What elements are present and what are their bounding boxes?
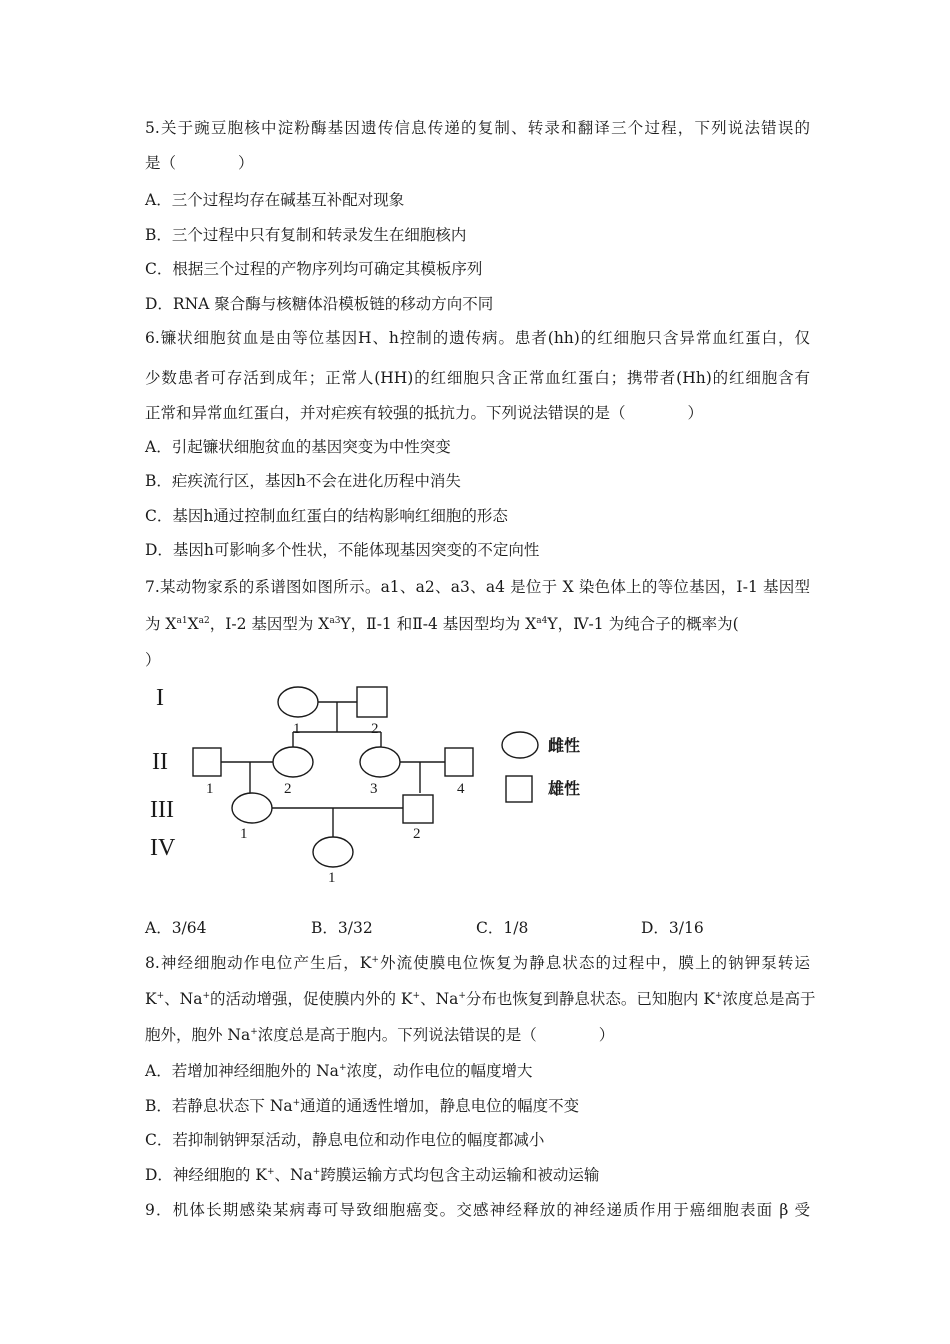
- q5-stem-line2: 是（ ）: [145, 154, 254, 172]
- legend-male-symbol: [506, 776, 532, 802]
- ind-label-g4-1: 1: [328, 870, 336, 886]
- q8-stem-line2: K+、Na+的活动增强，促使膜内外的 K+、Na+分布也恢复到静息状态。已知胞内 K+浓度总是高于: [145, 990, 816, 1008]
- q6-option-b: B．疟疾流行区，基因h不会在进化历程中消失: [145, 472, 461, 490]
- legend-female-label: 雌性: [548, 736, 581, 755]
- ind-label-g3-1: 1: [240, 826, 248, 842]
- q5-option-b: B．三个过程中只有复制和转录发生在细胞核内: [145, 226, 467, 244]
- q5-stem-line1: 5.关于豌豆胞核中淀粉酶基因遗传信息传递的复制、转录和翻译三个过程，下列说法错误的: [145, 119, 810, 137]
- q8-option-b: B．若静息状态下 Na+通道的通透性增加，静息电位的幅度不变: [145, 1097, 580, 1115]
- q8-stem-line1: 8.神经细胞动作电位产生后，K+外流使膜电位恢复为静息状态的过程中，膜上的钠钾泵转运: [145, 954, 810, 972]
- ind-label-g2-1: 1: [206, 781, 214, 797]
- pedigree-diagram: [140, 675, 620, 895]
- ind-label-g1-2: 2: [371, 721, 379, 737]
- legend-male-label: 雄性: [548, 779, 581, 798]
- g3-female-1: [232, 793, 272, 823]
- q7-stem-line1: 7.某动物家系的系谱图如图所示。a1、a2、a3、a4 是位于 X 染色体上的等位基因，Ⅰ-1 基因型: [145, 578, 810, 596]
- q8-option-c: C．若抑制钠钾泵活动，静息电位和动作电位的幅度都减小: [145, 1131, 545, 1149]
- q8-option-a: A．若增加神经细胞外的 Na+浓度，动作电位的幅度增大: [145, 1062, 533, 1080]
- ind-label-g3-2: 2: [413, 826, 421, 842]
- q9-stem-line1: 9．机体长期感染某病毒可导致细胞癌变。交感神经释放的神经递质作用于癌细胞表面 β 受: [145, 1201, 810, 1219]
- ind-label-g2-3: 3: [370, 781, 378, 797]
- q6-option-a: A．引起镰状细胞贫血的基因突变为中性突变: [145, 438, 451, 456]
- q7-option-c: C．1/8: [476, 919, 529, 937]
- ind-label-g2-4: 4: [457, 781, 465, 797]
- gen-label-2: II: [152, 749, 168, 775]
- q8-option-d: D．神经细胞的 K+、Na+跨膜运输方式均包含主动运输和被动运输: [145, 1166, 600, 1184]
- q7-stem-line3: ）: [145, 651, 161, 669]
- gen-label-4: IV: [150, 835, 176, 861]
- gen-label-1: I: [156, 685, 164, 711]
- g4-female-1: [313, 837, 353, 867]
- g2-male-1: [193, 748, 221, 776]
- g1-male-2: [357, 687, 387, 717]
- gen-label-3: III: [150, 797, 174, 823]
- q5-option-c: C．根据三个过程的产物序列均可确定其模板序列: [145, 260, 483, 278]
- q7-option-d: D．3/16: [641, 919, 704, 937]
- ind-label-g1-1: 1: [293, 721, 301, 737]
- q6-option-d: D．基因h可影响多个性状，不能体现基因突变的不定向性: [145, 541, 540, 559]
- q7-stem-line2: 为 $X^{a1}X^{a2}$，Ⅰ-2 基因型为 $X^{a3}Y$，Ⅱ-1 和Ⅱ-4 基因型均为 $X^{a4}Y$，Ⅳ-1 为纯合子的概率为(: [145, 615, 739, 633]
- q8-stem-line3: 胞外，胞外 Na+浓度总是高于胞内。下列说法错误的是（ ）: [145, 1026, 615, 1044]
- g2-male-4: [445, 748, 473, 776]
- g3-male-2: [403, 795, 433, 823]
- q7-option-a: A．3/64: [145, 919, 207, 937]
- g2-female-3: [360, 747, 400, 777]
- ind-label-g2-2: 2: [284, 781, 292, 797]
- g2-female-2: [273, 747, 313, 777]
- q6-stem-line1: 6.镰状细胞贫血是由等位基因H、h控制的遗传病。患者(hh)的红细胞只含异常血红蛋白，仅: [145, 329, 810, 347]
- q5-option-d: D．RNA 聚合酶与核糖体沿模板链的移动方向不同: [145, 295, 494, 313]
- q6-stem-line2: 少数患者可存活到成年；正常人(HH)的红细胞只含正常血红蛋白；携带者(Hh)的红细胞含有: [145, 369, 810, 387]
- legend-female-symbol: [502, 732, 538, 758]
- q5-option-a: A．三个过程均存在碱基互补配对现象: [145, 191, 405, 209]
- g1-female-1: [278, 687, 318, 717]
- q7-option-b: B．3/32: [311, 919, 373, 937]
- q6-stem-line3: 正常和异常血红蛋白，并对疟疾有较强的抵抗力。下列说法错误的是（ ）: [145, 404, 704, 422]
- q6-option-c: C．基因h通过控制血红蛋白的结构影响红细胞的形态: [145, 507, 508, 525]
